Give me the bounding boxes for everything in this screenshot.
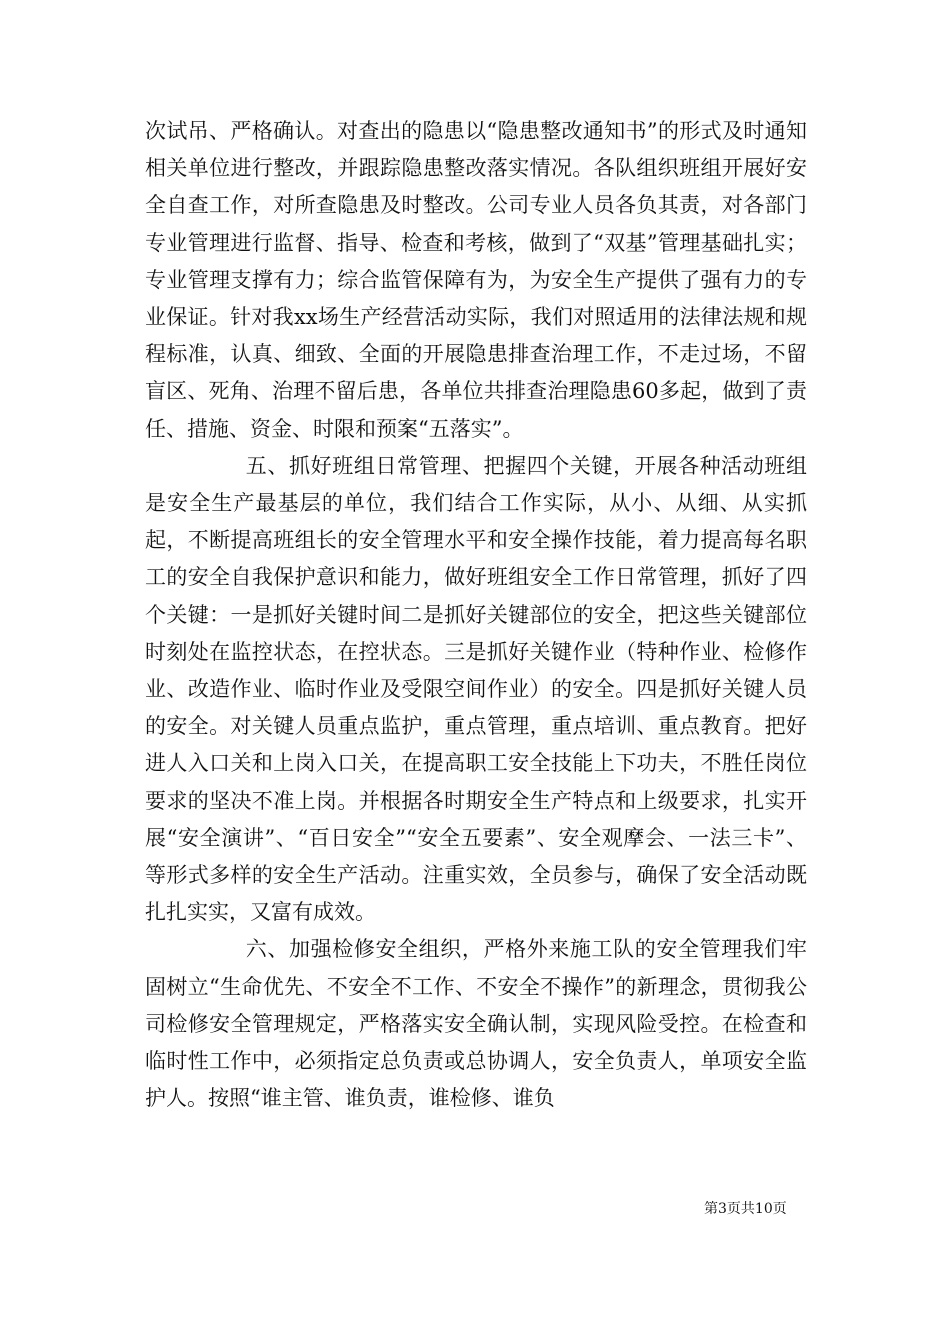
paragraph-continuation: 次试吊、严格确认。对查出的隐患以“隐患整改通知书”的形式及时通知相关单位进行整改，并跟踪隐患整改落实情况。各队组织班组开展好安全自查工作，对所查隐患及时整改。公司专业人员各负其责，对各部门专业管理进行监督、指导、检查和考核，做到了“双基”管理基础扎实；专业管理支撑有力；综合监管保障有为，为安全生产提供了强有力的专业保证。针对我xx场生产经营活动实际，我们对照适用的法律法规和规程标准，认真、细致、全面的开展隐患排查治理工作，不走过场，不留盲区、死角、治理不留后患，各单位共排查治理隐患60多起，做到了责任、措施、资金、时限和预案“五落实”。 [145,119,807,441]
document-body [145,113,807,1117]
page-number-footer: 第3页共10页 [704,1201,787,1217]
paragraph-section-five: 五、抓好班组日常管理、把握四个关键，开展各种活动班组是安全生产最基层的单位，我们结合工作实际，从小、从细、从实抓起，不断提高班组长的安全管理水平和安全操作技能，着力提高每名职工的安全自我保护意识和能力，做好班组安全工作日常管理，抓好了四个关键：一是抓好关键时间二是抓好关键部位的安全，把这些关键部位时刻处在监控状态，在控状态。三是抓好关键作业（特种作业、检修作业、改造作业、临时作业及受限空间作业）的安全。四是抓好关键人员的安全。对关键人员重点监护，重点管理，重点培训、重点教育。把好进人入口关和上岗入口关，在提高职工安全技能上下功夫，不胜任岗位要求的坚决不准上岗。并根据各时期安全生产特点和上级要求，扎实开展“安全演讲”、“百日安全”“安全五要素”、安全观摩会、一法三卡”、等形式多样的安全生产活动。注重实效，全员参与，确保了安全活动既扎扎实实，又富有成效。 [145,453,807,925]
paragraph-section-six: 六、加强检修安全组织，严格外来施工队的安全管理我们牢固树立“生命优先、不安全不工作、不安全不操作”的新理念，贯彻我公司检修安全管理规定，严格落实安全确认制，实现风险受控。在检查和临时性工作中，必须指定总负责或总协调人，安全负责人，单项安全监护人。按照“谁主管、谁负责，谁检修、谁负 [145,937,807,1111]
